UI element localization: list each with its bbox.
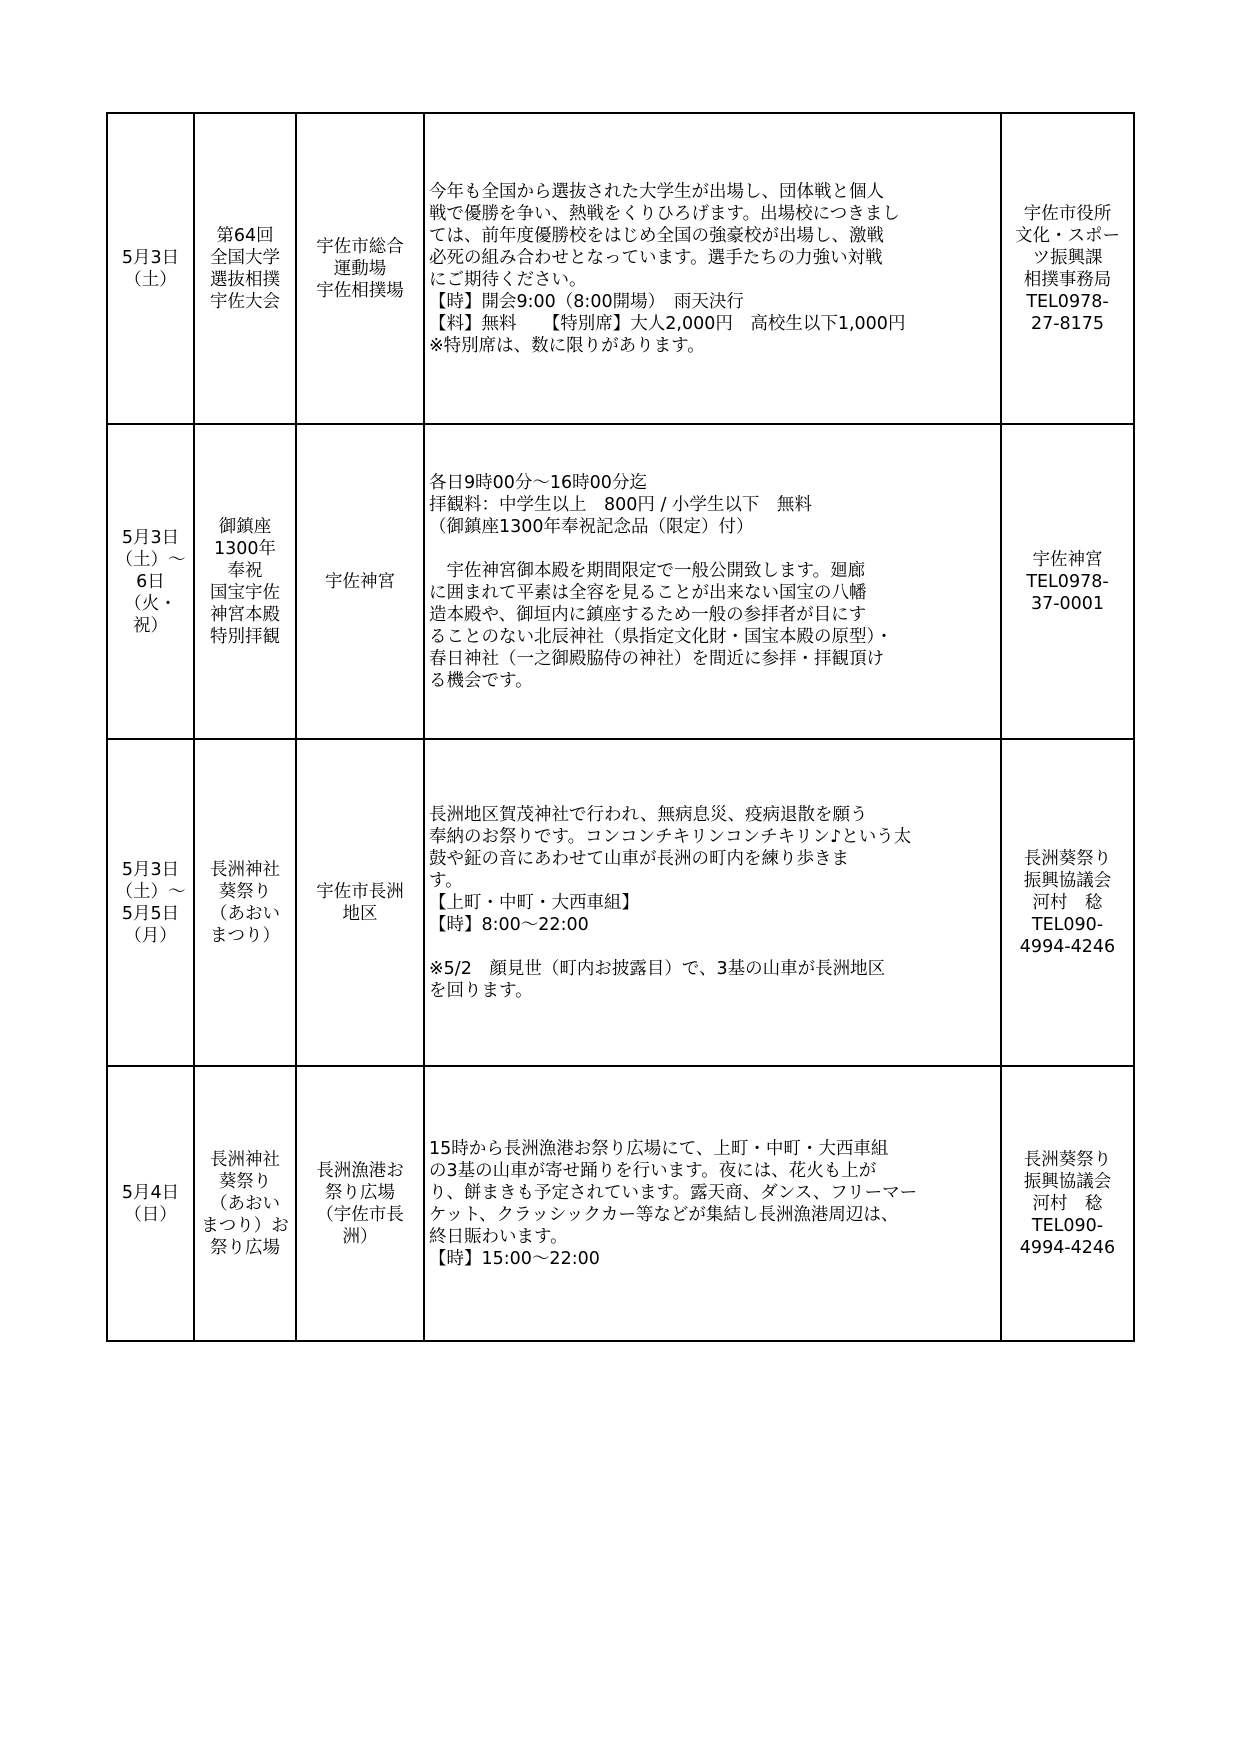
detail-line: ケット、クラッシックカー等などが集結し長洲漁港周辺は、 — [429, 1204, 899, 1225]
name-line: 全国大学 — [210, 247, 280, 268]
date-line: （土）～ — [115, 549, 186, 570]
table-row — [107, 1066, 1134, 1341]
detail-line: 宇佐神宮御本殿を期間限定で一般公開致します。廻廊 — [429, 560, 866, 581]
contact-line: 宇佐神宮 — [1032, 549, 1103, 570]
contact-line: 4994-4246 — [1019, 1237, 1116, 1258]
contact-line: 27-8175 — [1030, 313, 1105, 334]
detail-line: 15時から長洲漁港お祭り広場にて、上町・中町・大西車組 — [429, 1138, 889, 1159]
contact-line: 宇佐市役所 — [1023, 203, 1112, 224]
name-line: 選抜相撲 — [210, 269, 280, 290]
detail-line: 必死の組み合わせとなっています。選手たちの力強い対戦 — [429, 247, 883, 268]
name-line: 第64回 — [216, 225, 274, 246]
detail-line: 【上町・中町・大西車組】 — [429, 892, 639, 913]
detail-line: 長洲地区賀茂神社で行われ、無病息災、疫病退散を願う — [429, 804, 868, 825]
event-date — [107, 739, 194, 1066]
detail-line: 鼓や鉦の音にあわせて山車が長洲の町内を練り歩きま — [429, 848, 849, 869]
blank-line — [429, 538, 996, 560]
name-line: 長洲神社 — [210, 1149, 280, 1170]
events-table — [106, 112, 1135, 1342]
detail-line: 拝観料：中学生以上 800円 / 小学生以下 無料 — [429, 494, 812, 515]
contact-line: ツ振興課 — [1032, 247, 1103, 268]
event-name — [194, 113, 296, 424]
event-name — [194, 424, 296, 739]
date-line: （土） — [124, 269, 177, 290]
date-line: （火・ — [124, 593, 177, 614]
detail-line: 【時】開会9:00（8:00開場） 雨天決行 — [429, 291, 744, 312]
contact-line: 長洲葵祭り — [1023, 1149, 1112, 1170]
date-line: 5月4日 — [121, 1182, 180, 1203]
name-line: 祭り広場 — [210, 1237, 280, 1258]
name-line: 1300年 — [213, 538, 277, 559]
name-line: 御鎮座 — [218, 516, 272, 537]
place-line: 祭り広場 — [325, 1182, 395, 1203]
event-detail — [424, 424, 1001, 739]
name-line: まつり） — [210, 925, 280, 946]
detail-line: ては、前年度優勝校をはじめ全国の強豪校が出場し、激戦 — [429, 225, 884, 246]
name-line: 宇佐大会 — [210, 291, 280, 312]
detail-line: ※5/2 顔見世（町内お披露目）で、3基の山車が長洲地区 — [429, 958, 886, 979]
detail-line: 【時】15:00～22:00 — [429, 1248, 600, 1269]
table-row — [107, 739, 1134, 1066]
contact-line: TEL0978- — [1026, 291, 1109, 312]
contact-line: 文化・スポー — [1015, 225, 1120, 246]
place-line: 運動場 — [333, 258, 387, 279]
event-detail — [424, 113, 1001, 424]
place-line: 宇佐神宮 — [325, 571, 395, 592]
place-line: 宇佐市総合 — [316, 236, 404, 257]
table-row — [107, 424, 1134, 739]
event-detail — [424, 1066, 1001, 1341]
event-contact — [1001, 113, 1134, 424]
date-line: （土）～ — [115, 881, 186, 902]
detail-line: り、餅まきも予定されています。露天商、ダンス、フリーマー — [429, 1182, 918, 1203]
detail-line: ※特別席は、数に限りがあります。 — [429, 335, 705, 356]
date-line: 5月3日 — [121, 527, 180, 548]
name-line: 特別拝観 — [210, 626, 280, 647]
detail-line: （御鎮座1300年奉祝記念品（限定）付） — [429, 516, 754, 537]
name-line: 葵祭り — [218, 881, 272, 902]
event-date — [107, 113, 194, 424]
contact-line: 振興協議会 — [1023, 1171, 1112, 1192]
place-line: 洲） — [342, 1226, 378, 1247]
contact-line: 河村 稔 — [1032, 892, 1103, 913]
event-place — [296, 113, 424, 424]
detail-line: 終日賑わいます。 — [429, 1226, 568, 1247]
name-line: 奉祝 — [227, 560, 263, 581]
contact-line: 振興協議会 — [1023, 870, 1112, 891]
name-line: 長洲神社 — [210, 859, 280, 880]
event-place — [296, 424, 424, 739]
detail-line: 【時】8:00～22:00 — [429, 914, 589, 935]
detail-line: 奉納のお祭りです。コンコンチキリンコンチキリン♪という太 — [429, 826, 912, 847]
detail-line: 【料】無料 【特別席】大人2,000円 高校生以下1,000円 — [429, 313, 906, 334]
date-line: 5月5日 — [121, 903, 180, 924]
event-place — [296, 739, 424, 1066]
contact-line: 河村 稔 — [1032, 1193, 1103, 1214]
name-line: （あおい — [210, 1193, 280, 1214]
name-line: まつり）お — [201, 1215, 289, 1236]
event-contact — [1001, 1066, 1134, 1341]
contact-line: 長洲葵祭り — [1023, 848, 1112, 869]
detail-line: 春日神社（一之御殿脇侍の神社）を間近に参拝・拝観頂け — [429, 648, 884, 669]
detail-line: 造本殿や、御垣内に鎮座するため一般の参拝者が目にす — [429, 604, 867, 625]
detail-line: に囲まれて平素は全容を見ることが出来ない国宝の八幡 — [429, 582, 867, 603]
name-line: （あおい — [210, 903, 280, 924]
blank-line — [429, 936, 996, 958]
detail-line: す。 — [429, 870, 463, 891]
table-row — [107, 113, 1134, 424]
contact-line: 37-0001 — [1030, 593, 1105, 614]
place-line: 長洲漁港お — [316, 1160, 404, 1181]
detail-line: 今年も全国から選抜された大学生が出場し、団体戦と個人 — [429, 181, 884, 202]
event-contact — [1001, 739, 1134, 1066]
name-line: 神宮本殿 — [210, 604, 280, 625]
name-line: 葵祭り — [218, 1171, 272, 1192]
event-detail — [424, 739, 1001, 1066]
contact-line: TEL0978- — [1026, 571, 1109, 592]
place-line: 宇佐市長洲 — [316, 881, 404, 902]
contact-line: 相撲事務局 — [1023, 269, 1112, 290]
event-place — [296, 1066, 424, 1341]
event-contact — [1001, 424, 1134, 739]
contact-line: 4994-4246 — [1019, 936, 1116, 957]
date-line: 5月3日 — [121, 247, 180, 268]
detail-line: る機会です。 — [429, 670, 533, 691]
event-date — [107, 424, 194, 739]
contact-line: TEL090- — [1031, 1215, 1104, 1236]
detail-line: ることのない北辰神社（県指定文化財・国宝本殿の原型）・ — [429, 626, 893, 647]
date-line: 5月3日 — [121, 859, 180, 880]
date-line: 6日 — [136, 571, 165, 592]
detail-line: 戦で優勝を争い、熱戦をくりひろげます。出場校につきまし — [429, 203, 900, 224]
detail-line: を回ります。 — [429, 980, 533, 1001]
date-line: （日） — [124, 1204, 177, 1225]
place-line: （宇佐市長 — [316, 1204, 404, 1225]
name-line: 国宝宇佐 — [210, 582, 280, 603]
detail-line: にご期待ください。 — [429, 269, 587, 290]
contact-line: TEL090- — [1031, 914, 1104, 935]
date-line: （月） — [124, 925, 177, 946]
place-line: 地区 — [342, 903, 378, 924]
place-line: 宇佐相撲場 — [316, 280, 404, 301]
event-date — [107, 1066, 194, 1341]
event-name — [194, 739, 296, 1066]
date-line: 祝） — [133, 615, 168, 636]
event-name — [194, 1066, 296, 1341]
detail-line: の3基の山車が寄せ踊りを行います。夜には、花火も上が — [429, 1160, 877, 1181]
detail-line: 各日9時00分～16時00分迄 — [429, 472, 647, 493]
